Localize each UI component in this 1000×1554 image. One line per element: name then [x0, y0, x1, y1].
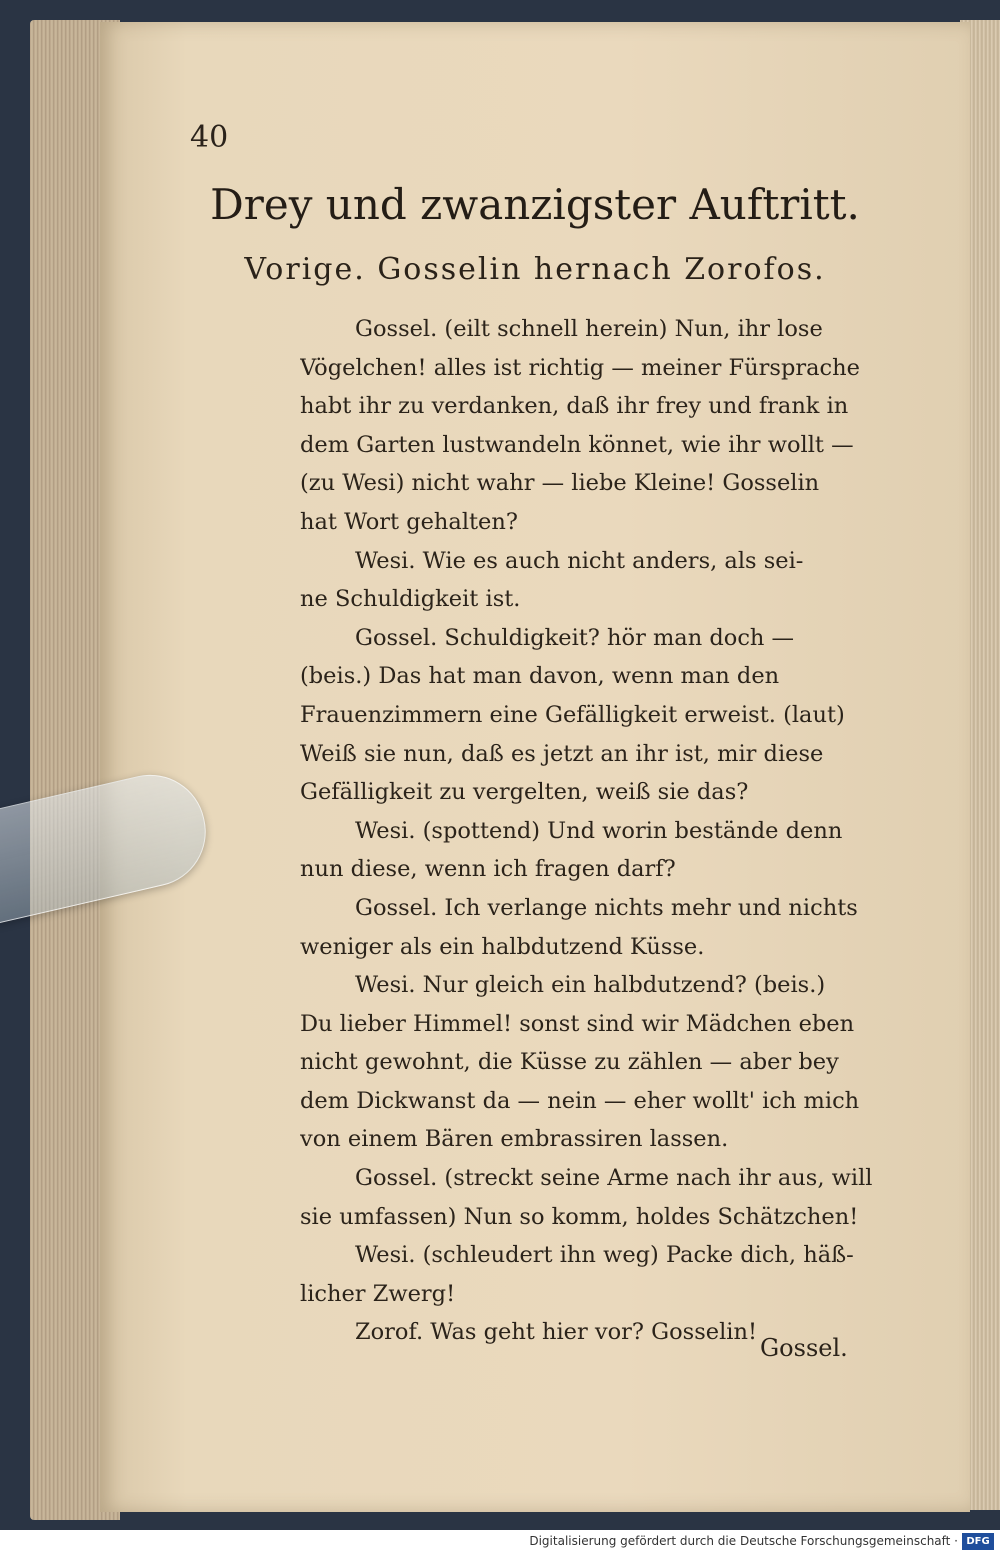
text-line: (zu Wesi) nicht wahr — liebe Kleine! Gosselin [300, 470, 820, 497]
page-number: 40 [190, 120, 229, 155]
text-line: Weiß sie nun, daß es jetzt an ihr ist, mir diese [300, 740, 824, 767]
text-line: nun diese, wenn ich fragen darf? [300, 856, 676, 883]
text-line: Vögelchen! alles ist richtig — meiner Fürsprache [300, 354, 860, 381]
dialogue-text [300, 310, 910, 1352]
funding-credit: Digitalisierung gefördert durch die Deutsche Forschungsgemeinschaft · [529, 1534, 958, 1548]
text-line: Gossel. Schuldigkeit? hör man doch — [355, 624, 795, 651]
cast-line: Vorige. Gosselin hernach Zorofos. [244, 252, 826, 287]
text-line: von einem Bären embrassiren lassen. [300, 1126, 729, 1153]
text-line: habt ihr zu verdanken, daß ihr frey und frank in [300, 393, 849, 420]
dfg-logo: DFG [962, 1533, 994, 1550]
text-line: Frauenzimmern eine Gefälligkeit erweist. (laut) [300, 701, 845, 728]
scene-title: Drey und zwanzigster Auftritt. [210, 180, 860, 229]
text-line: weniger als ein halbdutzend Küsse. [300, 933, 705, 960]
text-line: sie umfassen) Nun so komm, holdes Schätzchen! [300, 1203, 859, 1230]
text-line: hat Wort gehalten? [300, 508, 518, 535]
text-line: Gossel. (streckt seine Arme nach ihr aus, will [355, 1165, 873, 1192]
text-line: dem Dickwanst da — nein — eher wollt' ich mich [300, 1087, 860, 1114]
text-line: Gossel. (eilt schnell herein) Nun, ihr lose [355, 316, 823, 342]
text-line: (beis.) Das hat man davon, wenn man den [300, 663, 780, 690]
text-line: Zorof. Was geht hier vor? Gosselin! [355, 1319, 757, 1346]
text-line: Du lieber Himmel! sonst sind wir Mädchen eben [300, 1010, 855, 1037]
text-line: Wesi. (schleudert ihn weg) Packe dich, häß- [355, 1242, 854, 1269]
text-line: licher Zwerg! [300, 1280, 456, 1307]
text-line: ne Schuldigkeit ist. [300, 586, 521, 613]
text-line: Wesi. Wie es auch nicht anders, als sei- [355, 547, 804, 574]
text-line: Wesi. Nur gleich ein halbdutzend? (beis.) [355, 972, 826, 999]
footer-bar [0, 1530, 1000, 1554]
text-line: Wesi. (spottend) Und worin bestände denn [355, 817, 843, 844]
catchword: Gossel. [760, 1334, 848, 1362]
text-line: Gossel. Ich verlange nichts mehr und nichts [355, 894, 858, 921]
text-line: Gefälligkeit zu vergelten, weiß sie das? [300, 779, 749, 806]
text-line: dem Garten lustwandeln könnet, wie ihr wollt — [300, 431, 854, 458]
text-line: nicht gewohnt, die Küsse zu zählen — aber bey [300, 1049, 839, 1076]
